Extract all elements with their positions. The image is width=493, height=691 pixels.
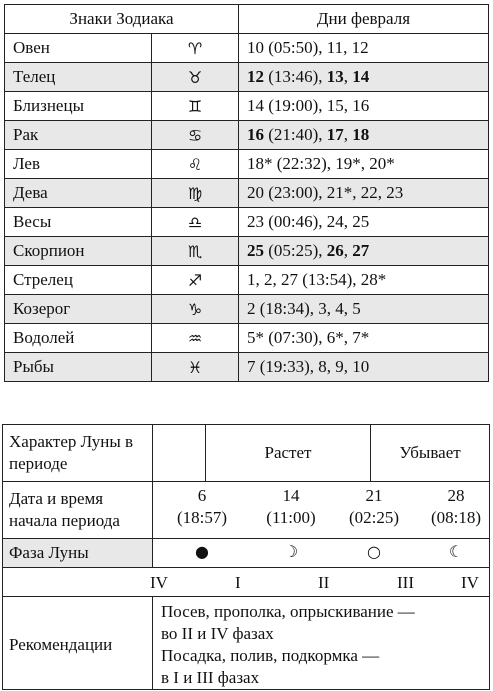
zodiac-sign-name: Телец [5, 63, 152, 92]
zodiac-days-segment: 26 [326, 241, 344, 260]
zodiac-days-segment: 5* (07:30), 6*, 7* [247, 328, 370, 347]
zodiac-symbol-icon: ♋ [152, 121, 239, 150]
zodiac-days [239, 266, 489, 295]
moon-dates-row [3, 482, 490, 539]
zodiac-days-segment: 14 [352, 67, 370, 86]
zodiac-symbol-icon: ♎ [152, 208, 239, 237]
moon-date-3 [339, 485, 409, 529]
zodiac-days-segment: 2 (18:34), 3, 4, 5 [247, 299, 361, 318]
zodiac-days-segment: 23 (00:46), 24, 25 [247, 212, 370, 231]
moon-date-1-time: (18:57) [176, 508, 228, 527]
zodiac-header-row [5, 5, 489, 34]
moon-date-2-day: 14 [282, 486, 300, 505]
zodiac-days-segment: 18* (22:32), 19*, 20* [247, 154, 395, 173]
zodiac-symbol-icon: ♌ [152, 150, 239, 179]
moon-quarters-cell [3, 568, 490, 597]
zodiac-days [239, 324, 489, 353]
zodiac-days-segment: 14 (19:00), 15, 16 [247, 96, 370, 115]
recommendation-line-4: в I и III фазах [161, 668, 260, 687]
zodiac-sign-name: Рак [5, 121, 152, 150]
zodiac-days [239, 150, 489, 179]
zodiac-sign-name: Рыбы [5, 353, 152, 382]
zodiac-days-segment: , [343, 67, 353, 86]
zodiac-row [5, 208, 489, 237]
zodiac-sign-name: Козерог [5, 295, 152, 324]
zodiac-days-segment: 13 [326, 67, 344, 86]
zodiac-days [239, 208, 489, 237]
zodiac-days-segment: 20 (23:00), 21*, 22, 23 [247, 183, 404, 202]
zodiac-symbol-icon: ♒ [152, 324, 239, 353]
moon-quarters-row [3, 568, 490, 597]
zodiac-days-segment: 27 [352, 241, 370, 260]
zodiac-row [5, 237, 489, 266]
moon-phase-row [3, 539, 490, 568]
zodiac-days [239, 34, 489, 63]
zodiac-days-segment: 12 [247, 67, 264, 86]
zodiac-days-segment: 25 [247, 241, 264, 260]
recommendation-line-3: Посадка, полив, подкормка — [161, 646, 380, 665]
recommendation-line-2: во II и IV фазах [161, 624, 274, 643]
zodiac-row [5, 324, 489, 353]
zodiac-symbol-icon: ♐ [152, 266, 239, 295]
moon-phase-table [2, 424, 490, 690]
moon-phase-icons-cell [153, 539, 490, 568]
zodiac-days-segment: 1, 2, 27 (13:54), 28* [247, 270, 387, 289]
zodiac-days-segment: (21:40), [264, 125, 327, 144]
full-moon-icon: ○ [367, 542, 381, 561]
zodiac-days-segment: 10 (05:50), 11, 12 [247, 38, 369, 57]
moon-date-4 [421, 485, 491, 529]
zodiac-row [5, 92, 489, 121]
new-moon-icon: ● [195, 542, 209, 561]
moon-character-label: Характер Луны в периоде [3, 425, 153, 482]
zodiac-days-segment: 17 [326, 125, 344, 144]
zodiac-days [239, 295, 489, 324]
moon-date-2-time: (11:00) [266, 508, 316, 527]
zodiac-symbol-icon: ♈ [152, 34, 239, 63]
last-quarter-icon: ☾ [448, 542, 464, 561]
zodiac-sign-name: Овен [5, 34, 152, 63]
zodiac-sign-name: Лев [5, 150, 152, 179]
zodiac-days [239, 121, 489, 150]
zodiac-symbol-icon: ♊ [152, 92, 239, 121]
zodiac-days-segment: , [343, 125, 353, 144]
zodiac-symbol-icon: ♏ [152, 237, 239, 266]
zodiac-sign-name: Скорпион [5, 237, 152, 266]
recommendations-row [3, 597, 490, 690]
zodiac-days-segment: (13:46), [264, 67, 327, 86]
quarter-label-4: III [397, 573, 414, 592]
zodiac-row [5, 179, 489, 208]
zodiac-days-segment: 18 [352, 125, 370, 144]
recommendations-text [153, 597, 490, 690]
moon-date-1 [167, 485, 237, 529]
zodiac-days [239, 237, 489, 266]
quarter-label-3: II [318, 573, 330, 592]
moon-date-2 [256, 485, 326, 529]
february-days-header: Дни февраля [239, 5, 489, 34]
zodiac-row [5, 34, 489, 63]
zodiac-row [5, 150, 489, 179]
recommendation-line-1: Посев, прополка, опрыскивание — [161, 602, 415, 621]
moon-date-3-day: 21 [365, 486, 383, 505]
zodiac-sign-header: Знаки Зодиака [5, 5, 239, 34]
zodiac-row [5, 266, 489, 295]
moon-date-4-day: 28 [447, 486, 465, 505]
moon-waning-label: Убывает [371, 425, 490, 482]
zodiac-row [5, 295, 489, 324]
zodiac-row [5, 63, 489, 92]
zodiac-table-body [5, 34, 489, 382]
moon-date-1-day: 6 [197, 486, 207, 505]
zodiac-days-segment: , [343, 241, 353, 260]
zodiac-days-segment: (05:25), [264, 241, 327, 260]
zodiac-days-segment: 7 (19:33), 8, 9, 10 [247, 357, 370, 376]
moon-character-blank-cell [153, 425, 206, 482]
zodiac-sign-name: Близнецы [5, 92, 152, 121]
zodiac-sign-name: Стрелец [5, 266, 152, 295]
quarter-label-1: IV [150, 573, 168, 592]
zodiac-sign-name: Дева [5, 179, 152, 208]
moon-date-3-time: (02:25) [348, 508, 400, 527]
quarter-label-2: I [235, 573, 241, 592]
moon-dates-cell [153, 482, 490, 539]
zodiac-row [5, 353, 489, 382]
zodiac-days [239, 63, 489, 92]
zodiac-symbol-icon: ♓ [152, 353, 239, 382]
zodiac-days-segment: 16 [247, 125, 264, 144]
zodiac-table [4, 4, 489, 382]
zodiac-symbol-icon: ♍ [152, 179, 239, 208]
zodiac-sign-name: Водолей [5, 324, 152, 353]
moon-date-4-time: (08:18) [430, 508, 482, 527]
zodiac-symbol-icon: ♑ [152, 295, 239, 324]
quarter-label-5: IV [461, 573, 479, 592]
zodiac-days [239, 353, 489, 382]
moon-character-row [3, 425, 490, 482]
recommendations-label: Рекомендации [3, 597, 153, 690]
first-quarter-icon: ☽ [283, 542, 299, 561]
zodiac-row [5, 121, 489, 150]
zodiac-days [239, 179, 489, 208]
moon-phase-label: Фаза Луны [3, 539, 153, 568]
zodiac-sign-name: Весы [5, 208, 152, 237]
zodiac-days [239, 92, 489, 121]
zodiac-symbol-icon: ♉ [152, 63, 239, 92]
moon-growing-label: Растет [206, 425, 371, 482]
moon-date-label: Дата и время начала периода [3, 482, 153, 539]
